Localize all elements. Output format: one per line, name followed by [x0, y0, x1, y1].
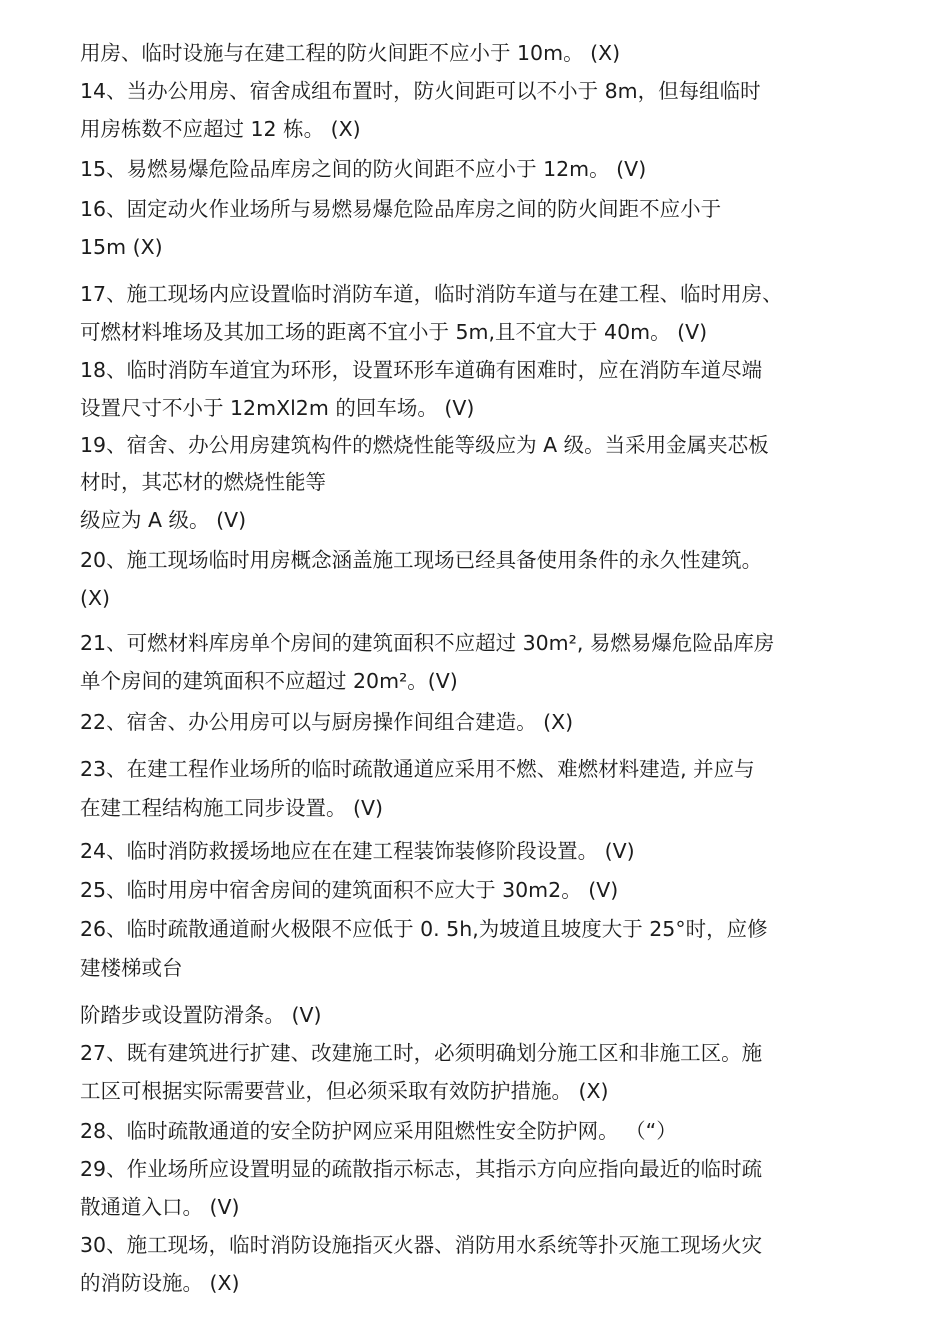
text-line: 17、施工现场内应设置临时消防车道，临时消防车道与在建工程、临时用房、 — [80, 282, 783, 306]
text-line: 14、当办公用房、宿舍成组布置时，防火间距可以不小于 8m，但每组临时 — [80, 79, 761, 103]
text-line: 26、临时疏散通道耐火极限不应低于 0. 5h,为坡道且坡度大于 25°时，应修 — [80, 917, 768, 941]
text-line: 材时，其芯材的燃烧性能等 — [80, 470, 326, 494]
text-line: 建楼梯或台 — [80, 956, 183, 980]
text-line: 22、宿舍、办公用房可以与厨房操作间组合建造。 (X) — [80, 710, 574, 734]
text-line: 散通道入口。 (V) — [80, 1195, 240, 1219]
text-line: 工区可根据实际需要营业，但必须采取有效防护措施。 (X) — [80, 1079, 609, 1103]
text-line: (X) — [80, 586, 111, 610]
text-line: 16、固定动火作业场所与易燃易爆危险品库房之间的防火间距不应小于 — [80, 197, 722, 221]
text-line: 24、临时消防救援场地应在在建工程装饰装修阶段设置。 (V) — [80, 839, 635, 863]
text-line: 19、宿舍、办公用房建筑构件的燃烧性能等级应为 A 级。当采用金属夹芯板 — [80, 433, 769, 457]
text-line: 设置尺寸不小于 12mXl2m 的回车场。 (V) — [80, 396, 475, 420]
text-line: 阶踏步或设置防滑条。 (V) — [80, 1003, 322, 1027]
text-line: 用房栋数不应超过 12 栋。 (X) — [80, 117, 361, 141]
text-line: 15、易燃易爆危险品库房之间的防火间距不应小于 12m。 (V) — [80, 157, 647, 181]
text-line: 21、可燃材料库房单个房间的建筑面积不应超过 30m², 易燃易爆危险品库房 — [80, 631, 775, 655]
text-line: 18、临时消防车道宜为环形，设置环形车道确有困难时，应在消防车道尽端 — [80, 358, 763, 382]
text-line: 29、作业场所应设置明显的疏散指示标志，其指示方向应指向最近的临时疏 — [80, 1157, 763, 1181]
text-line: 28、临时疏散通道的安全防护网应采用阻燃性安全防护网。 （“） — [80, 1119, 677, 1143]
text-line: 15m (X) — [80, 235, 163, 259]
text-line: 30、施工现场，临时消防设施指灭火器、消防用水系统等扑灭施工现场火灾 — [80, 1233, 763, 1257]
text-line: 27、既有建筑进行扩建、改建施工时，必须明确划分施工区和非施工区。施 — [80, 1041, 763, 1065]
text-line: 在建工程结构施工同步设置。 (V) — [80, 796, 384, 820]
text-line: 20、施工现场临时用房概念涵盖施工现场已经具备使用条件的永久性建筑。 — [80, 548, 763, 572]
text-line: 25、临时用房中宿舍房间的建筑面积不应大于 30m2。 (V) — [80, 878, 619, 902]
text-line: 级应为 A 级。 (V) — [80, 508, 247, 532]
text-line: 单个房间的建筑面积不应超过 20m²。(V) — [80, 669, 458, 693]
text-line: 23、在建工程作业场所的临时疏散通道应采用不燃、难燃材料建造, 并应与 — [80, 757, 755, 781]
text-line: 用房、临时设施与在建工程的防火间距不应小于 10m。 (X) — [80, 41, 621, 65]
text-line: 的消防设施。 (X) — [80, 1271, 240, 1295]
text-line: 可燃材料堆场及其加工场的距离不宜小于 5m,且不宜大于 40m。 (V) — [80, 320, 708, 344]
